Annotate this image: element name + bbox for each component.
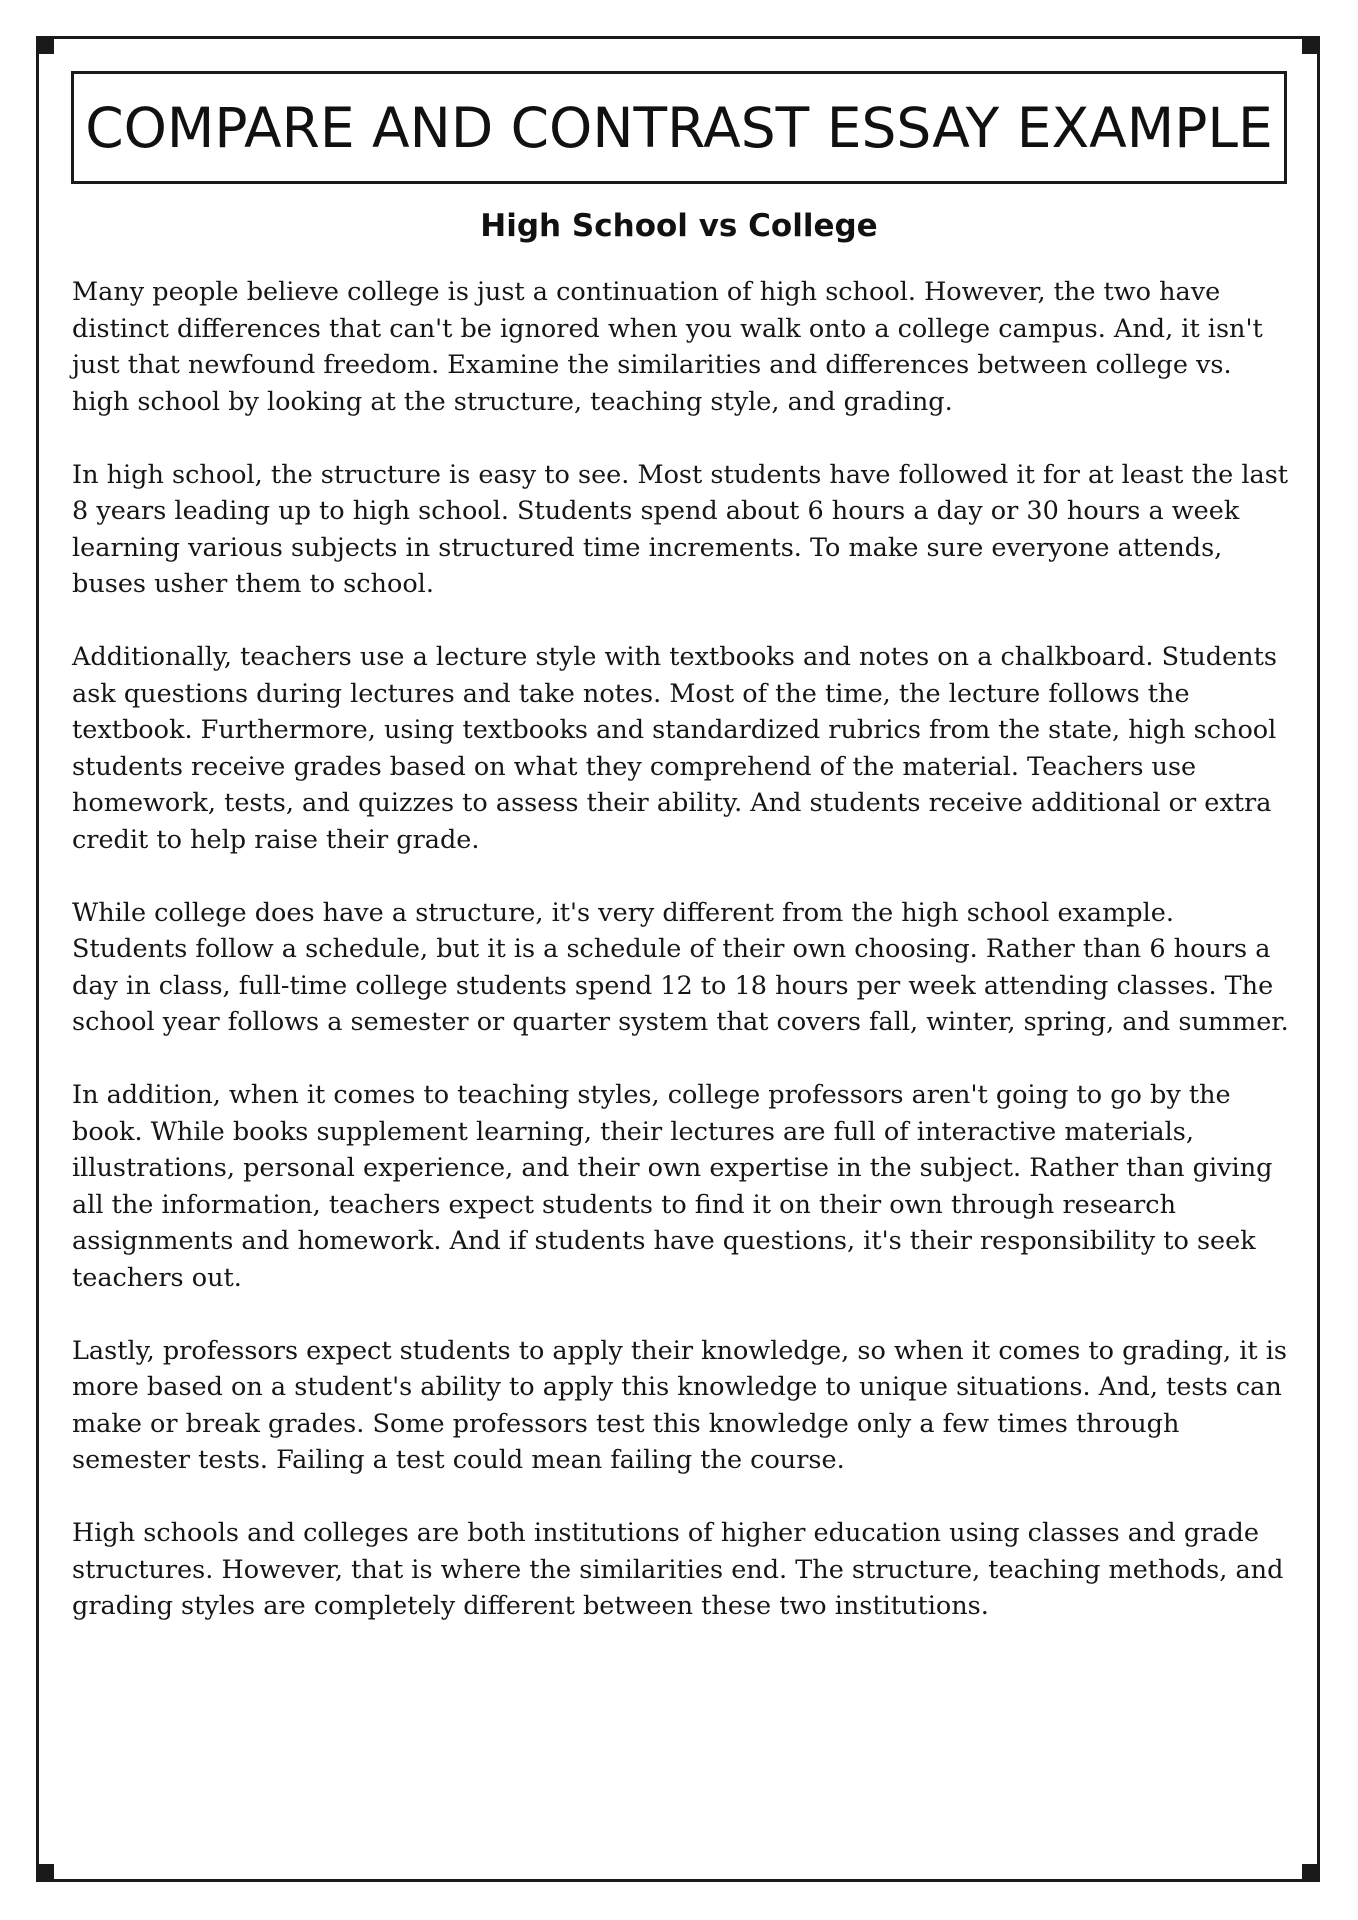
essay-paragraph: In addition, when it comes to teaching styles, college professors aren't going to go by the book. While books supplement learning, their lectures are full of interactive materials, illustrations, personal experience, and their own expertise in the subject. Rather than giving all the information, teachers expect students to find it on their own through research assignments and homework. And if students have questions, it's their responsibility to seek teachers out.	[72, 1080, 1273, 1293]
title-box	[71, 71, 1287, 184]
page-title: COMPARE AND CONTRAST ESSAY EXAMPLE	[85, 95, 1273, 160]
corner-ornament-bottom-right	[1302, 1864, 1320, 1882]
essay-subtitle: High School vs College	[480, 208, 878, 244]
essay-paragraph: Lastly, professors expect students to apply their knowledge, so when it comes to grading, it is more based on a student's ability to apply this knowledge to unique situations. And, tests can make or break grades. Some professors test this knowledge only a few times through semester tests. Failing a test could mean failing the course.	[72, 1335, 1288, 1475]
essay-body	[72, 274, 1290, 1661]
essay-paragraph: Many people believe college is just a continuation of high school. However, the two have distinct differences that can't be ignored when you walk onto a college campus. And, it isn't just that newfound freedom. Examine the similarities and differences between college vs. high school by looking at the structure, teaching style, and grading.	[72, 277, 1263, 417]
corner-ornament-bottom-left	[36, 1864, 54, 1882]
corner-ornament-top-left	[36, 36, 54, 54]
essay-paragraph: High schools and colleges are both institutions of higher education using classes and grade structures. However, that is where the similarities end. The structure, teaching methods, and grading styles are completely different between these two institutions.	[72, 1518, 1284, 1621]
essay-paragraph: While college does have a structure, it's very different from the high school example. Students follow a schedule, but it is a schedule of their own choosing. Rather than 6 hours a day in class, full-time college students spend 12 to 18 hours per week attending classes. The school year follows a semester or quarter system that covers fall, winter, spring, and summer.	[72, 897, 1289, 1037]
essay-paragraph: Additionally, teachers use a lecture style with textbooks and notes on a chalkboard. Students ask questions during lectures and take notes. Most of the time, the lecture follows the textbook. Furthermore, using textbooks and standardized rubrics from the state, high school students receive grades based on what they comprehend of the material. Teachers use homework, tests, and quizzes to assess their ability. And students receive additional or extra credit to help raise their grade.	[72, 642, 1277, 855]
essay-paragraph: In high school, the structure is easy to see. Most students have followed it for at least the last 8 years leading up to high school. Students spend about 6 hours a day or 30 hours a week learning various subjects in structured time increments. To make sure everyone attends, buses usher them to school.	[72, 459, 1289, 599]
corner-ornament-top-right	[1302, 36, 1320, 54]
